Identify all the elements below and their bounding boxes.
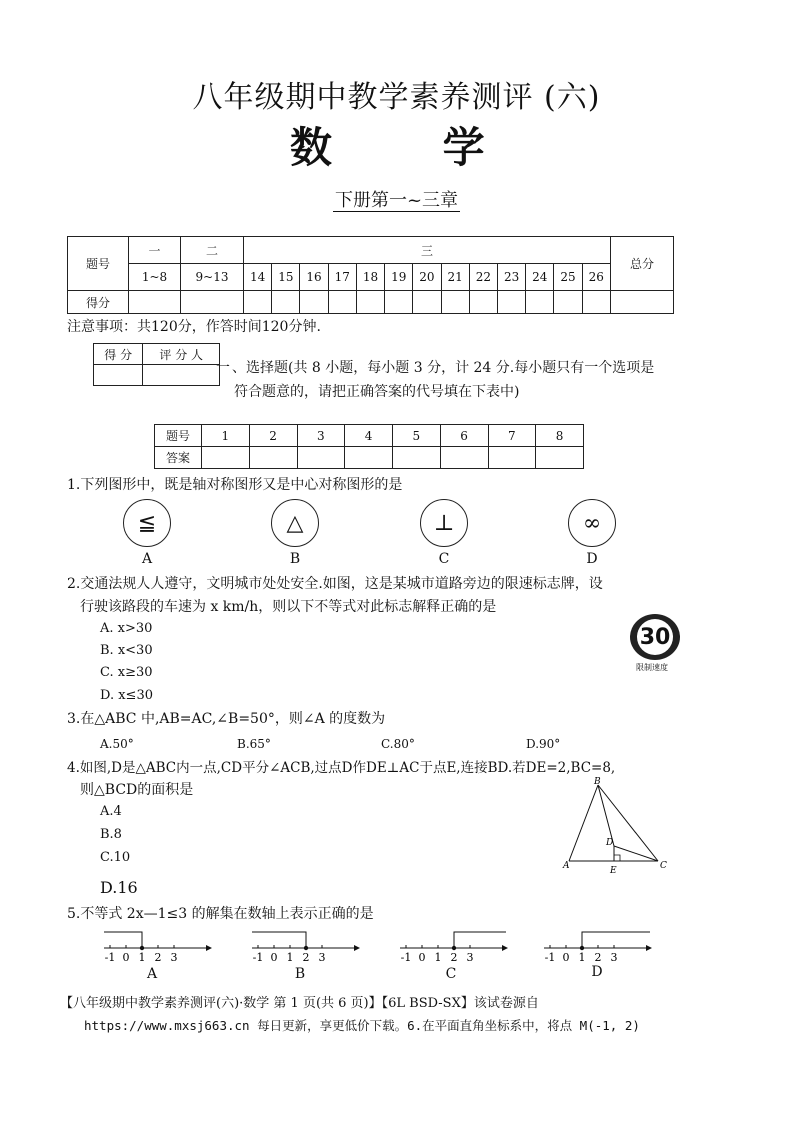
axis-tick-label: 0 bbox=[122, 951, 130, 964]
solution-ray bbox=[454, 932, 506, 948]
q2-stem-2: 行驶该路段的车速为 x km/h，则以下不等式对此标志解释正确的是 bbox=[80, 599, 497, 615]
speed-limit-caption: 限制速度 bbox=[636, 663, 668, 672]
axis-tick-label: 3 bbox=[466, 951, 474, 964]
range-cell: 18 bbox=[356, 264, 384, 291]
q3-option-b: B.65° bbox=[237, 737, 271, 751]
axis-tick-label: -1 bbox=[104, 951, 116, 964]
axis-tick-label: 3 bbox=[318, 951, 326, 964]
q4-option-c: C.10 bbox=[100, 850, 131, 865]
q3-option-a: A.50° bbox=[100, 737, 134, 751]
q4-triangle-figure bbox=[555, 775, 685, 877]
page-footer: 【八年级期中教学素养测评(六)·数学 第 1 页(共 6 页)】【6L BSD-SX】该试卷源自 bbox=[60, 996, 539, 1011]
q2-stem-1: 2.交通法规人人遵守，文明城市处处安全.如图，这是某城市道路旁边的限速标志牌，设 bbox=[67, 576, 603, 592]
score-cell[interactable] bbox=[413, 291, 441, 314]
answer-q-num: 5 bbox=[393, 425, 441, 447]
range-cell: 16 bbox=[300, 264, 328, 291]
q1-symbol-d: ∞ bbox=[568, 499, 616, 547]
range-cell: 20 bbox=[413, 264, 441, 291]
axis-tick-label: 3 bbox=[170, 951, 178, 964]
segment-bd bbox=[598, 785, 614, 846]
total-header: 总分 bbox=[611, 237, 674, 291]
answer-table bbox=[154, 424, 584, 469]
page-footer-source: https://www.mxsj663.cn 每日更新，享更低价下载。6.在平面直角坐标系中，将点 M(-1, 2) bbox=[84, 1018, 640, 1033]
q1-label-d: D bbox=[586, 551, 598, 567]
range-cell: 14 bbox=[244, 264, 272, 291]
q4-option-b: B.8 bbox=[100, 827, 122, 842]
range-cell: 15 bbox=[272, 264, 300, 291]
q5-label-a: A bbox=[146, 966, 158, 982]
number-line-a bbox=[100, 926, 218, 966]
axis-tick-label: 0 bbox=[562, 951, 570, 964]
q4-option-d: D.16 bbox=[100, 878, 138, 897]
axis-tick-label: 2 bbox=[302, 951, 310, 964]
point-c-label: C bbox=[660, 861, 667, 871]
score-cell[interactable] bbox=[469, 291, 497, 314]
score-cell[interactable] bbox=[328, 291, 356, 314]
axis-tick-label: 2 bbox=[594, 951, 602, 964]
answer-cell[interactable] bbox=[202, 447, 250, 469]
axis-tick-label: 2 bbox=[154, 951, 162, 964]
number-line-b bbox=[248, 926, 366, 966]
score-cell[interactable] bbox=[244, 291, 272, 314]
answer-q-num: 3 bbox=[297, 425, 345, 447]
total-score-cell[interactable] bbox=[611, 291, 674, 314]
q1-label-a: A bbox=[141, 551, 153, 567]
range-cell: 24 bbox=[526, 264, 554, 291]
axis-tick-label: 1 bbox=[286, 951, 294, 964]
range-cell: 19 bbox=[385, 264, 413, 291]
range-cell: 1~8 bbox=[129, 264, 181, 291]
number-line-d bbox=[540, 926, 658, 966]
solution-point bbox=[140, 946, 144, 950]
section-dash: 一 bbox=[216, 360, 230, 376]
q1-symbol-a: ≦ bbox=[123, 499, 171, 547]
q4-option-a: A.4 bbox=[100, 804, 122, 819]
q2-option-b: B. x<30 bbox=[100, 643, 153, 658]
axis-tick-label: 2 bbox=[450, 951, 458, 964]
score-cell[interactable] bbox=[497, 291, 525, 314]
solution-marker bbox=[452, 932, 506, 950]
q1-label-b: B bbox=[289, 551, 301, 567]
range-cell: 26 bbox=[582, 264, 610, 291]
solution-point bbox=[580, 946, 584, 950]
point-b-label: B bbox=[594, 777, 601, 787]
answer-q-num: 4 bbox=[345, 425, 393, 447]
score-cell[interactable] bbox=[181, 291, 244, 314]
score-cell[interactable] bbox=[129, 291, 181, 314]
axis-tick-label: 0 bbox=[418, 951, 426, 964]
range-cell: 22 bbox=[469, 264, 497, 291]
grader-name-label: 评 分 人 bbox=[143, 344, 220, 365]
range-cell: 23 bbox=[497, 264, 525, 291]
score-table bbox=[67, 236, 674, 314]
answer-cell[interactable] bbox=[393, 447, 441, 469]
score-cell[interactable] bbox=[582, 291, 610, 314]
range-cell: 17 bbox=[328, 264, 356, 291]
q1-symbol-b: △ bbox=[271, 499, 319, 547]
scope-subtitle: 下册第一~三章 bbox=[334, 190, 459, 211]
score-cell[interactable] bbox=[300, 291, 328, 314]
answer-q-num: 8 bbox=[536, 425, 584, 447]
q3-option-c: C.80° bbox=[381, 737, 415, 751]
score-table-label: 题号 bbox=[68, 237, 129, 291]
q5-label-b: B bbox=[294, 966, 306, 982]
axis-tick-label: 1 bbox=[578, 951, 586, 964]
q2-option-d: D. x≤30 bbox=[100, 688, 153, 703]
q1-symbol-c: ⊥ bbox=[420, 499, 468, 547]
score-cell[interactable] bbox=[526, 291, 554, 314]
solution-marker bbox=[580, 932, 650, 950]
q5-stem: 5.不等式 2x—1≤3 的解集在数轴上表示正确的是 bbox=[67, 906, 374, 922]
score-cell[interactable] bbox=[385, 291, 413, 314]
right-angle-mark bbox=[614, 855, 620, 861]
answer-a-label: 答案 bbox=[155, 447, 202, 469]
score-row-label: 得分 bbox=[68, 291, 129, 314]
solution-ray bbox=[582, 932, 650, 948]
q2-option-a: A. x>30 bbox=[100, 621, 153, 636]
answer-cell[interactable] bbox=[440, 447, 488, 469]
axis-tick-label: 0 bbox=[270, 951, 278, 964]
speed-limit-value: 30 bbox=[637, 619, 673, 655]
q4-stem-1: 4.如图,D是△ABC内一点,CD平分∠ACB,过点D作DE⊥AC于点E,连接BD.若DE=2,BC=8, bbox=[67, 760, 616, 776]
segment-cd bbox=[614, 846, 658, 861]
score-cell[interactable] bbox=[441, 291, 469, 314]
point-a-label: A bbox=[563, 861, 570, 871]
axis-tick-label: 1 bbox=[138, 951, 146, 964]
solution-point bbox=[452, 946, 456, 950]
grader-box bbox=[93, 343, 220, 386]
answer-q-num: 1 bbox=[202, 425, 250, 447]
section-1-header: 一 bbox=[129, 237, 181, 264]
q5-label-c: C bbox=[445, 966, 457, 982]
section1-instructions: 、选择题(共 8 小题，每小题 3 分，计 24 分.每小题只有一个选项是 符合题意的，请把正确答案的代号填在下表中) bbox=[232, 360, 655, 400]
answer-cell[interactable] bbox=[345, 447, 393, 469]
q1-label-c: C bbox=[438, 551, 450, 567]
range-cell: 25 bbox=[554, 264, 582, 291]
solution-ray bbox=[252, 932, 306, 948]
range-cell: 9~13 bbox=[181, 264, 244, 291]
q3-option-d: D.90° bbox=[526, 737, 561, 751]
axis-tick-label: -1 bbox=[400, 951, 412, 964]
q2-option-c: C. x≥30 bbox=[100, 665, 153, 680]
axis-tick-label: -1 bbox=[544, 951, 556, 964]
section-2-header: 二 bbox=[181, 237, 244, 264]
score-cell[interactable] bbox=[356, 291, 384, 314]
point-e-label: E bbox=[610, 866, 617, 876]
subject-title: 数 学 bbox=[290, 123, 533, 172]
answer-q-num: 2 bbox=[249, 425, 297, 447]
grader-score-label: 得 分 bbox=[94, 344, 143, 365]
segment-ab bbox=[569, 785, 598, 861]
segment-bc bbox=[598, 785, 658, 861]
answer-q-num: 7 bbox=[488, 425, 536, 447]
range-cell: 21 bbox=[441, 264, 469, 291]
notice: 注意事项：共120分，作答时间120分钟. bbox=[67, 319, 321, 335]
section-3-header: 三 bbox=[244, 237, 611, 264]
answer-cell[interactable] bbox=[297, 447, 345, 469]
axis-tick-label: 3 bbox=[610, 951, 618, 964]
grader-score-cell[interactable] bbox=[94, 365, 143, 386]
q4-stem-2: 则△BCD的面积是 bbox=[80, 782, 194, 798]
answer-cell[interactable] bbox=[536, 447, 584, 469]
speed-limit-sign bbox=[630, 614, 680, 660]
number-line-c bbox=[396, 926, 514, 966]
answer-cell[interactable] bbox=[249, 447, 297, 469]
point-d-label: D bbox=[606, 838, 614, 848]
exam-title: 八年级期中教学素养测评 (六) bbox=[192, 80, 601, 115]
score-cell[interactable] bbox=[554, 291, 582, 314]
solution-marker bbox=[252, 932, 308, 950]
axis-tick-label: 1 bbox=[434, 951, 442, 964]
answer-q-label: 题号 bbox=[155, 425, 202, 447]
score-cell[interactable] bbox=[272, 291, 300, 314]
answer-q-num: 6 bbox=[440, 425, 488, 447]
grader-name-cell[interactable] bbox=[143, 365, 220, 386]
q5-label-d: D bbox=[591, 964, 603, 980]
solution-point bbox=[304, 946, 308, 950]
q1-stem: 1.下列图形中，既是轴对称图形又是中心对称图形的是 bbox=[67, 477, 403, 493]
answer-cell[interactable] bbox=[488, 447, 536, 469]
q3-stem: 3.在△ABC 中,AB=AC,∠B=50°，则∠A 的度数为 bbox=[67, 711, 386, 727]
axis-tick-label: -1 bbox=[252, 951, 264, 964]
